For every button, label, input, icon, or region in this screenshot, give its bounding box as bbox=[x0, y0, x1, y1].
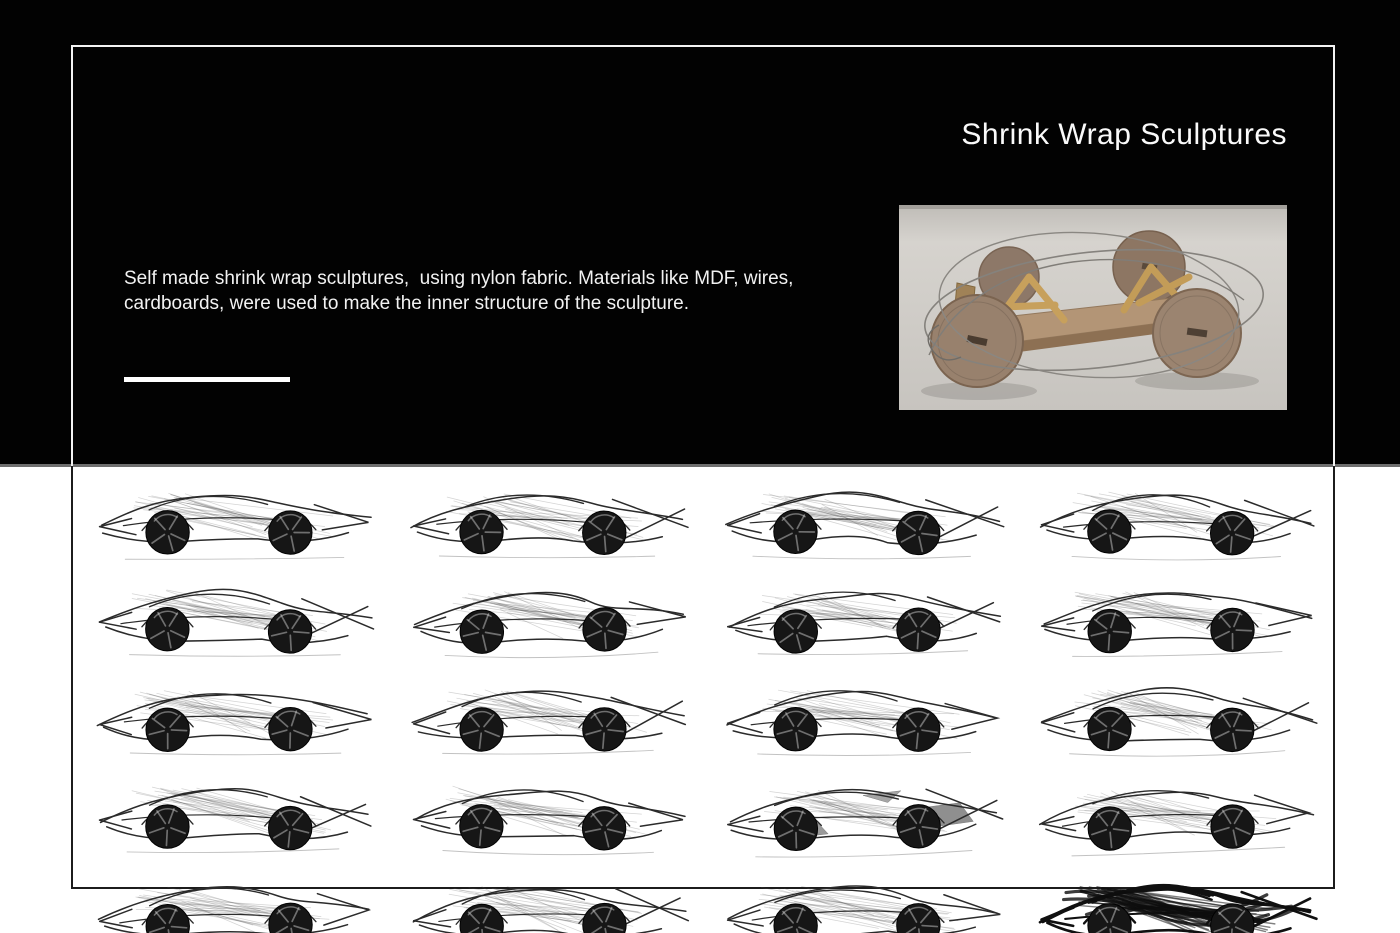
page-title: Shrink Wrap Sculptures bbox=[961, 118, 1287, 151]
sketch-cell bbox=[707, 864, 1021, 933]
sketch-wheel bbox=[1088, 707, 1132, 751]
car-sketch bbox=[402, 471, 698, 567]
sketch-wheel bbox=[897, 608, 941, 652]
sketch-cell bbox=[79, 864, 393, 933]
sketch-wheel bbox=[146, 607, 190, 651]
sketch-wheel bbox=[774, 610, 818, 654]
sketch-cell bbox=[1021, 667, 1335, 765]
sketch-cell bbox=[1021, 765, 1335, 863]
car-sketch bbox=[1030, 668, 1326, 765]
sketch-wheel bbox=[460, 707, 503, 750]
sketch-wheel bbox=[582, 806, 626, 850]
sculpture-photo-drawing bbox=[899, 205, 1287, 410]
car-sketch bbox=[1030, 470, 1326, 569]
sketch-wheel bbox=[269, 806, 313, 850]
car-sketch bbox=[716, 865, 1011, 933]
car-sketch bbox=[716, 470, 1012, 567]
project-description bbox=[124, 266, 894, 316]
car-sketch bbox=[88, 568, 385, 668]
sketch-wheel bbox=[1088, 610, 1132, 654]
sketch-wheel bbox=[583, 707, 626, 750]
car-sketch bbox=[402, 568, 699, 668]
sketch-cell bbox=[79, 765, 393, 863]
car-sketch bbox=[1030, 865, 1325, 933]
sketch-cell bbox=[707, 765, 1021, 863]
car-sketch bbox=[88, 864, 384, 933]
sketch-cell bbox=[79, 667, 393, 765]
sketch-wheel bbox=[1211, 511, 1255, 555]
car-sketch bbox=[1030, 765, 1327, 864]
sketch-wheel bbox=[460, 610, 504, 654]
description-line: Self made shrink wrap sculptures, using nylon fabric. Materials like MDF, wires, bbox=[124, 268, 794, 289]
car-sketch bbox=[1030, 569, 1326, 666]
sketch-wheel bbox=[1211, 708, 1255, 752]
sketch-wheel bbox=[774, 707, 818, 751]
sketch-wheel bbox=[1211, 805, 1255, 849]
sketch-cell bbox=[393, 470, 707, 568]
car-sketch bbox=[402, 669, 697, 764]
car-sketch bbox=[88, 765, 384, 863]
car-sketch bbox=[716, 668, 1011, 763]
photo-top-edge bbox=[899, 205, 1287, 209]
sketch-cell bbox=[1021, 470, 1335, 568]
car-sketch bbox=[402, 864, 698, 933]
sketch-cell bbox=[393, 667, 707, 765]
car-sketch bbox=[88, 472, 383, 567]
sketch-cell bbox=[1021, 568, 1335, 666]
sketch-wheel bbox=[897, 511, 941, 555]
car-sketch bbox=[402, 765, 699, 864]
sketch-cell bbox=[707, 568, 1021, 666]
sketch-wheel bbox=[897, 804, 941, 848]
sketch-cell bbox=[79, 568, 393, 666]
sketch-wheel bbox=[460, 804, 504, 848]
sketch-cell bbox=[707, 470, 1021, 568]
sketch-wheel bbox=[897, 708, 941, 752]
car-sketch bbox=[716, 568, 1012, 667]
sketch-cell bbox=[79, 470, 393, 568]
sketch-wheel bbox=[1088, 509, 1132, 553]
sketch-cell bbox=[393, 568, 707, 666]
car-sketch bbox=[715, 764, 1012, 864]
sketch-cell bbox=[1021, 864, 1335, 933]
sketch-wheel bbox=[1088, 807, 1132, 851]
sketch-grid bbox=[79, 470, 1335, 884]
sketch-cell bbox=[393, 765, 707, 863]
sketch-cell bbox=[393, 864, 707, 933]
sculpture-photo bbox=[899, 205, 1287, 410]
accent-underline bbox=[124, 377, 290, 382]
car-sketch bbox=[88, 668, 384, 764]
sketch-wheel bbox=[146, 511, 189, 554]
description-line: cardboards, were used to make the inner structure of the sculpture. bbox=[124, 293, 690, 314]
sketch-cell bbox=[707, 667, 1021, 765]
sketch-wheel bbox=[146, 805, 190, 849]
